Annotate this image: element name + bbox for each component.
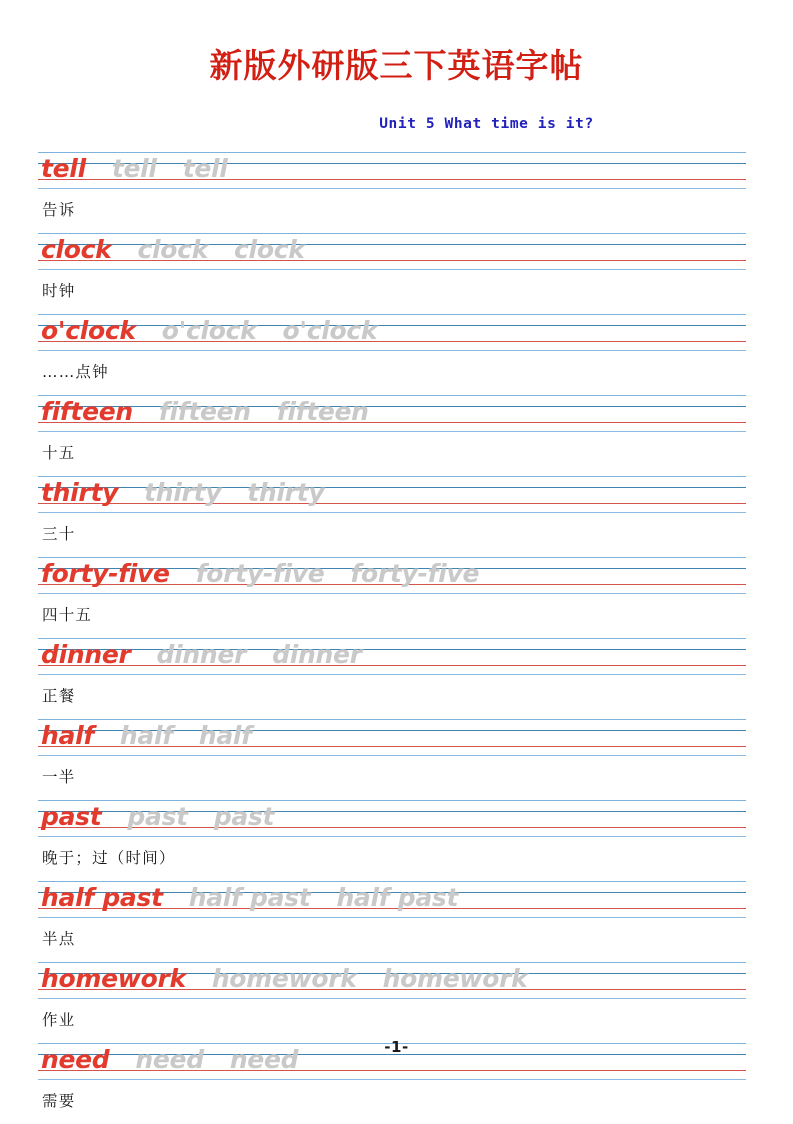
word-trace-1[interactable]: homework <box>211 964 357 993</box>
rule-line-top <box>38 881 746 882</box>
handwriting-row <box>41 966 527 991</box>
handwriting-row <box>41 318 377 343</box>
rule-line-top <box>38 233 746 234</box>
vocabulary-entry <box>38 233 746 314</box>
rule-line-bottom <box>38 512 746 513</box>
word-trace-2[interactable]: forty-five <box>350 559 480 588</box>
word-trace-1[interactable]: fifteen <box>158 397 251 426</box>
word-model: need <box>41 1045 110 1074</box>
rule-line-bottom <box>38 431 746 432</box>
word-trace-2[interactable]: dinner <box>272 640 362 669</box>
chinese-meaning: 需要 <box>42 1092 76 1110</box>
chinese-meaning: 告诉 <box>42 201 76 219</box>
word-trace-1[interactable]: half past <box>188 883 311 912</box>
ruled-writing-line[interactable] <box>38 314 746 350</box>
chinese-meaning: ……点钟 <box>42 363 109 381</box>
ruled-writing-line[interactable] <box>38 962 746 998</box>
ruled-writing-line[interactable] <box>38 638 746 674</box>
rule-line-bottom <box>38 269 746 270</box>
vocabulary-entry <box>38 557 746 638</box>
rule-line-bottom <box>38 350 746 351</box>
handwriting-row <box>41 642 362 667</box>
word-model: past <box>41 802 102 831</box>
rule-line-top <box>38 395 746 396</box>
rule-line-bottom <box>38 188 746 189</box>
ruled-writing-line[interactable] <box>38 800 746 836</box>
rule-line-bottom <box>38 1079 746 1080</box>
word-trace-1[interactable]: o'clock <box>161 316 257 345</box>
page-number: -1- <box>384 1038 409 1056</box>
chinese-meaning: 十五 <box>42 444 76 462</box>
handwriting-row <box>41 561 479 586</box>
rule-line-bottom <box>38 755 746 756</box>
rule-line-top <box>38 557 746 558</box>
handwriting-row <box>41 237 305 262</box>
word-trace-2[interactable]: fifteen <box>276 397 369 426</box>
ruled-writing-line[interactable] <box>38 152 746 188</box>
ruled-writing-line[interactable] <box>38 476 746 512</box>
page-title: 新版外研版三下英语字帖 <box>209 46 584 85</box>
word-trace-2[interactable]: o'clock <box>282 316 378 345</box>
word-model: half <box>41 721 94 750</box>
rule-line-top <box>38 638 746 639</box>
word-trace-1[interactable]: tell <box>111 154 157 183</box>
vocabulary-entry <box>38 395 746 476</box>
handwriting-row <box>41 480 324 505</box>
rule-line-bottom <box>38 593 746 594</box>
word-trace-2[interactable]: tell <box>182 154 228 183</box>
word-trace-2[interactable]: need <box>229 1045 299 1074</box>
rule-line-top <box>38 476 746 477</box>
word-trace-1[interactable]: forty-five <box>195 559 325 588</box>
word-trace-2[interactable]: past <box>213 802 275 831</box>
handwriting-row <box>41 399 369 424</box>
chinese-meaning: 正餐 <box>42 687 76 705</box>
word-model: fifteen <box>41 397 133 426</box>
word-model: homework <box>41 964 186 993</box>
rule-line-top <box>38 152 746 153</box>
word-trace-1[interactable]: thirty <box>144 478 222 507</box>
handwriting-row <box>41 723 252 748</box>
word-trace-2[interactable]: half past <box>336 883 459 912</box>
chinese-meaning: 半点 <box>42 930 76 948</box>
word-trace-1[interactable]: clock <box>137 235 209 264</box>
rule-line-bottom <box>38 917 746 918</box>
practice-sheet <box>38 152 746 1124</box>
word-trace-1[interactable]: need <box>135 1045 204 1074</box>
handwriting-row <box>41 156 228 181</box>
rule-line-top <box>38 800 746 801</box>
chinese-meaning: 一半 <box>42 768 76 786</box>
word-model: tell <box>41 154 86 183</box>
rule-line-top <box>38 314 746 315</box>
vocabulary-entry <box>38 962 746 1043</box>
vocabulary-entry <box>38 638 746 719</box>
word-trace-2[interactable]: homework <box>382 964 528 993</box>
vocabulary-entry <box>38 800 746 881</box>
ruled-writing-line[interactable] <box>38 881 746 917</box>
word-trace-1[interactable]: dinner <box>156 640 247 669</box>
chinese-meaning: 作业 <box>42 1011 76 1029</box>
word-model: thirty <box>41 478 119 507</box>
ruled-writing-line[interactable] <box>38 233 746 269</box>
chinese-meaning: 晚于；过（时间） <box>42 849 176 867</box>
word-trace-1[interactable]: past <box>127 802 188 831</box>
word-trace-2[interactable]: half <box>198 721 252 750</box>
chinese-meaning: 三十 <box>42 525 76 543</box>
unit-subtitle: Unit 5 What time is it? <box>379 116 594 132</box>
vocabulary-entry <box>38 719 746 800</box>
vocabulary-entry <box>38 314 746 395</box>
vocabulary-entry <box>38 152 746 233</box>
word-model: clock <box>41 235 112 264</box>
ruled-writing-line[interactable] <box>38 557 746 593</box>
word-model: o'clock <box>41 316 136 345</box>
chinese-meaning: 时钟 <box>42 282 76 300</box>
ruled-writing-line[interactable] <box>38 395 746 431</box>
rule-line-top <box>38 719 746 720</box>
handwriting-row <box>41 804 274 829</box>
word-trace-1[interactable]: half <box>119 721 173 750</box>
vocabulary-entry <box>38 881 746 962</box>
ruled-writing-line[interactable] <box>38 719 746 755</box>
vocabulary-entry <box>38 476 746 557</box>
word-trace-2[interactable]: thirty <box>247 478 325 507</box>
word-model: half past <box>41 883 163 912</box>
word-trace-2[interactable]: clock <box>234 235 305 264</box>
word-model: dinner <box>41 640 131 669</box>
rule-line-bottom <box>38 836 746 837</box>
handwriting-row <box>41 885 458 910</box>
chinese-meaning: 四十五 <box>42 606 93 624</box>
rule-line-bottom <box>38 998 746 999</box>
rule-line-bottom <box>38 674 746 675</box>
word-model: forty-five <box>41 559 170 588</box>
rule-line-top <box>38 962 746 963</box>
